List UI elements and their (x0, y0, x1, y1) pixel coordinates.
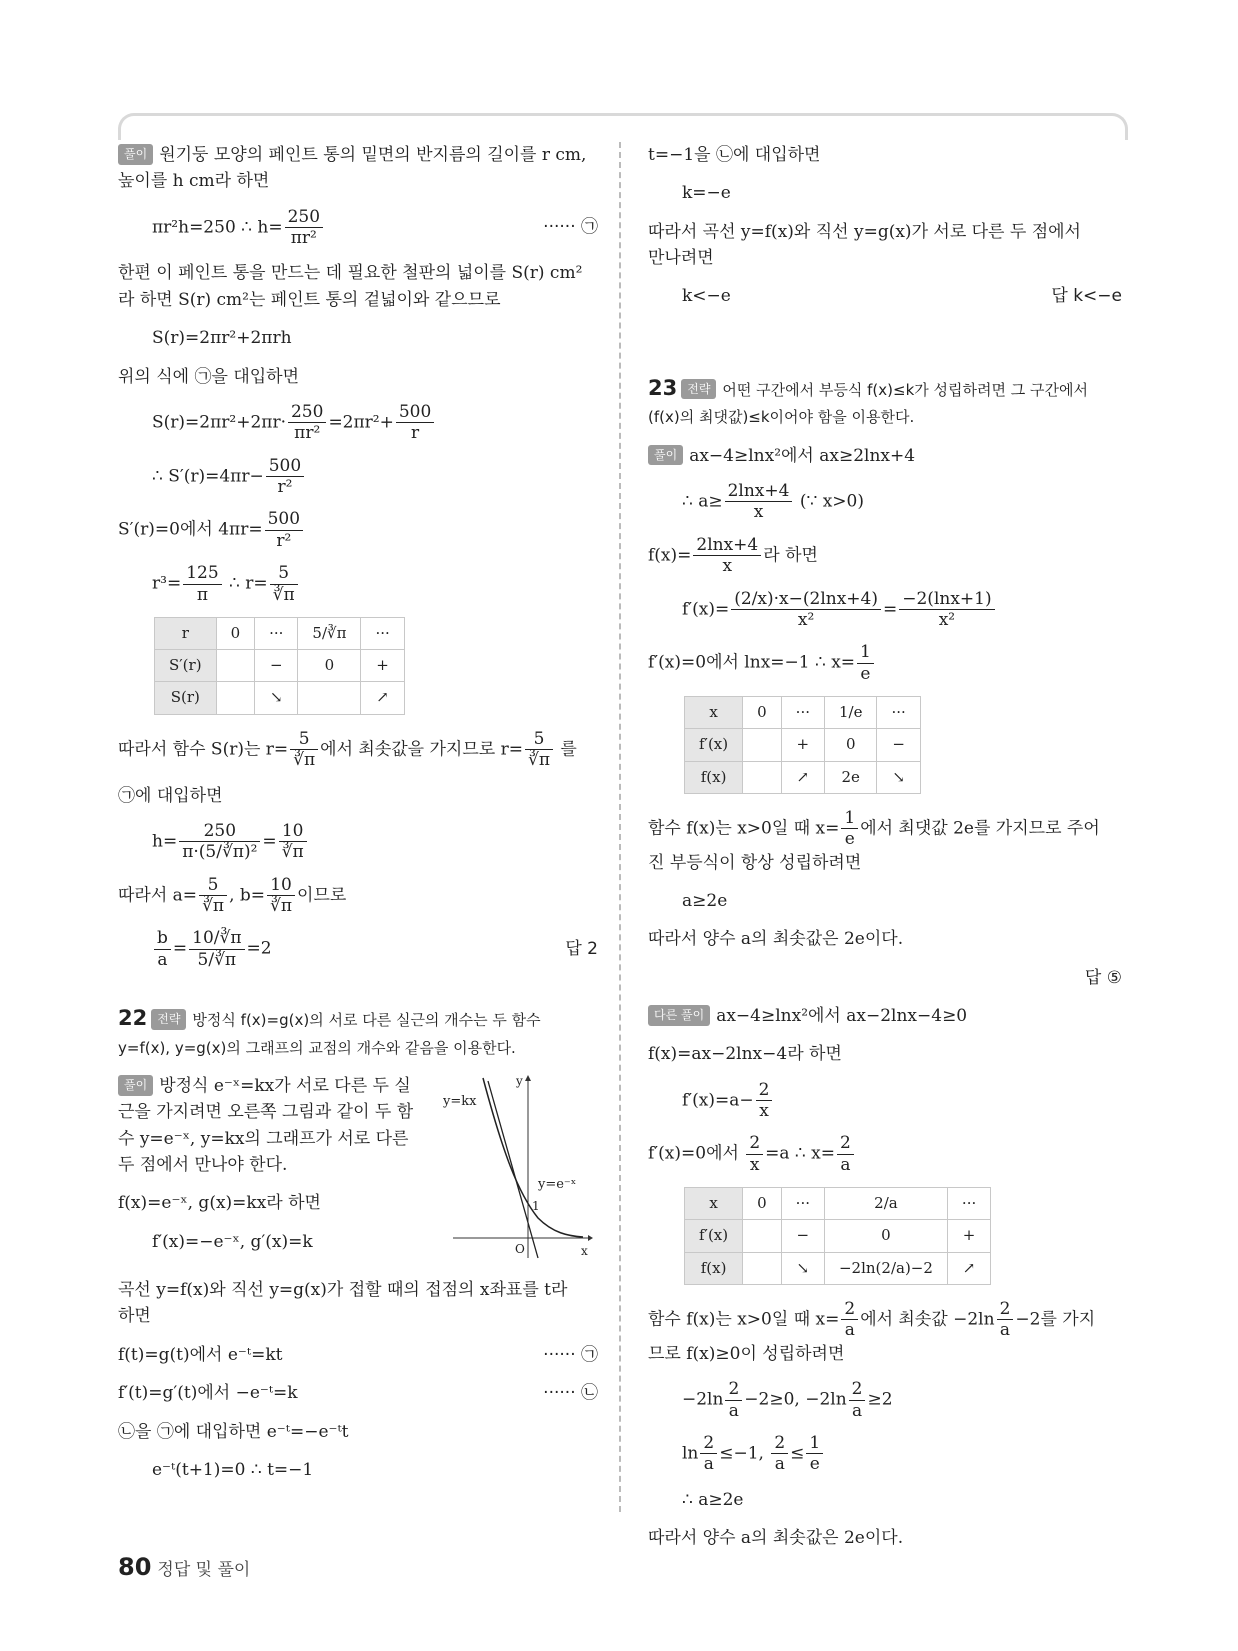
problem-number: 22 (118, 1006, 148, 1031)
eq-text: πr²h=250 ∴ h= (152, 217, 283, 238)
table-row: x 0 ··· 1/e ··· (685, 697, 921, 729)
equation: f′(x)=0에서 lnx=−1 ∴ x= $\frac{1}{e}$ (648, 642, 1122, 684)
equation: ln $\frac{2}{a}$ ≤−1, $\frac{2}{a}$ ≤ $\frac{1}{e}$ (648, 1433, 1122, 1475)
sol-badge: 풀이 (118, 144, 153, 165)
sol-badge: 풀이 (648, 445, 683, 466)
text-line: 따라서 a= $\frac{5}{∛\pi}$ , b= $\frac{10}{∛\pi}$ 이므로 (118, 874, 347, 917)
footer-label: 정답 및 풀이 (157, 1560, 251, 1580)
table-row: x 0 ··· 2/a ··· (685, 1188, 991, 1220)
text-line: 높이를 h cm라 하면 (118, 171, 270, 192)
text-line: 따라서 양수 a의 최솟값은 2e이다. (648, 1528, 904, 1549)
equation: a≥2e (682, 890, 728, 911)
equation: $\frac{b}{a}$ = $\frac{10/∛\pi}{5/∛\pi}$ =2 답 2 (118, 928, 598, 970)
table-row: f′(x) − 0 + (685, 1220, 991, 1252)
label-ex: y=e⁻ˣ (538, 1177, 577, 1193)
equation: S(r)=2πr²+2πrh (152, 328, 292, 349)
strategy-badge: 전략 (681, 379, 716, 400)
equation (118, 207, 598, 249)
text-line: 따라서 양수 a의 최솟값은 2e이다. (648, 929, 904, 950)
axis-y-label: y (516, 1074, 523, 1089)
answer-label: 답 k<−e (1051, 286, 1122, 307)
equation: f′(x)=a− $\frac{2}{x}$ (648, 1080, 1122, 1122)
table-row: f(x) ↘ −2ln(2/a)−2 ↗ (685, 1252, 991, 1284)
intercept-label: 1 (532, 1199, 540, 1214)
equation: −2ln $\frac{2}{a}$ −2≥0, −2ln $\frac{2}{a}$ ≥2 (682, 1379, 893, 1421)
para: 함수 f(x)는 x>0일 때 x= $\frac{1}{e}$ 에서 최댓값 2e를 가지므로 주어 진 부등식이 항상 성립하려면 (648, 807, 1100, 873)
alt-sol-badge: 다른 풀이 (648, 1005, 710, 1026)
text-line: 원기둥 모양의 페인트 통의 밑면의 반지름의 길이를 r cm, (159, 145, 587, 165)
label-kx: y=kx (443, 1094, 477, 1110)
equation: r³= $\frac{125}{\pi}$ ∴ r= $\frac{5}{∛\pi}$ (118, 563, 598, 605)
left-column (118, 142, 598, 1495)
solution-22 (118, 1073, 598, 1483)
page-footer (118, 1553, 250, 1581)
para: 따라서 곡선 y=f(x)와 직선 y=g(x)가 서로 다른 두 점에서 만나려면 (648, 221, 1081, 269)
table-row: f′(x) + 0 − (685, 729, 921, 761)
text-line: 한편 이 페인트 통을 만드는 데 필요한 철판의 넓이를 S(r) cm² (118, 263, 583, 284)
text-line: 다른 풀이 ax−4≥lnx²에서 ax−2lnx−4≥0 (648, 1003, 1122, 1029)
equation: f(x)= $\frac{2\ln x+4}{x}$ 라 하면 (648, 534, 818, 577)
equation: e⁻ᵗ(t+1)=0 ∴ t=−1 (152, 1459, 314, 1480)
equation: ∴ S′(r)=4πr− $\frac{500}{\text{r²}}$ (118, 456, 598, 498)
para: 풀이 방정식 e⁻ˣ=kx가 서로 다른 두 실 근을 가지려면 오른쪽 그림과 같이 두 함 수 y=e⁻ˣ, y=kx의 그래프가 서로 다른 두 점에서 만나야 한다. (118, 1076, 414, 1176)
text-line: f(x)=e⁻ˣ, g(x)=kx라 하면 (118, 1193, 321, 1214)
exp-line-graph (443, 1073, 593, 1263)
table-row: r 0 ··· 5/∛π ··· (155, 617, 405, 649)
problem-header: 23 전략 어떤 구간에서 부등식 f(x)≤k가 성립하려면 그 구간에서 (f(x)의 최댓값)≤k이어야 함을 이용한다. (648, 375, 1088, 427)
increase-decrease-table (154, 617, 405, 715)
para: 곡선 y=f(x)와 직선 y=g(x)가 접할 때의 접점의 x좌표를 t라 하면 (118, 1280, 568, 1327)
equation: k<−e 답 k<−e (648, 283, 1122, 309)
column-divider (619, 142, 621, 1512)
problem-number: 23 (648, 375, 678, 400)
text-line: ㉠에 대입하면 (118, 785, 223, 806)
page-number: 80 (118, 1553, 152, 1581)
increase-decrease-table (684, 696, 921, 794)
top-frame (118, 113, 1128, 140)
equation: S′(r)=0에서 4πr= $\frac{500}{\text{r²}}$ (118, 509, 598, 551)
text-line: 라 하면 S(r) cm²는 페인트 통의 겉넓이와 같으므로 (118, 289, 501, 310)
strategy-badge: 전략 (151, 1009, 186, 1030)
answer-label: 답 2 (565, 939, 598, 960)
sol-badge: 풀이 (118, 1075, 153, 1096)
eq-marker: ······ ㉠ (543, 217, 598, 238)
origin-label: O (515, 1242, 525, 1257)
increase-decrease-table (684, 1187, 991, 1285)
problem-header: 22 전략 방정식 f(x)=g(x)의 서로 다른 실근의 개수는 두 함수 y=f(x), y=g(x)의 그래프의 교점의 개수와 같음을 이용한다. (118, 1006, 541, 1057)
equation: f′(x)=−e⁻ˣ, g′(x)=k (152, 1231, 313, 1252)
para (118, 142, 598, 195)
text-line: 위의 식에 ㉠을 대입하면 (118, 366, 300, 387)
fraction: $\frac{250}{\text{πr²}}$ (285, 207, 323, 249)
axis-x-label: x (581, 1244, 588, 1259)
text-line: 풀이 ax−4≥lnx²에서 ax≥2lnx+4 (648, 443, 1122, 469)
table-row: f(x) ↗ 2e ↘ (685, 761, 921, 793)
answer-label: 답 ⑤ (1084, 967, 1122, 988)
para: 함수 f(x)는 x>0일 때 x= $\frac{2}{a}$ 에서 최솟값 −2ln $\frac{2}{a}$ −2를 가지 므로 f(x)≥0이 성립하려면 (648, 1298, 1096, 1364)
equation: f(t)=g(t)에서 e⁻ᵗ=kt ······ ㉠ (118, 1344, 598, 1365)
text-line: 따라서 함수 S(r)는 r= $\frac{5}{∛\pi}$ 에서 최솟값을 가지므로 r= $\frac{5}{∛\pi}$ 를 (118, 728, 577, 771)
equation: h= $\frac{250}{\text{π·(5/∛π)²}}$ = $\frac{10}{∛\pi}$ (118, 821, 598, 863)
equation: ∴ a≥ $\frac{2\ln x+4}{x}$ (∵ x>0) (682, 480, 865, 523)
graph (443, 1073, 593, 1271)
equation: S(r)=2πr²+2πr· $\frac{250}{\text{πr²}}$ =2πr²+ $\frac{500}{r}$ (118, 402, 598, 444)
text-line: t=−1을 ㉡에 대입하면 (648, 145, 821, 165)
equation: f′(x)= $\frac{(2/x)\cdot x-(2\ln x+4)}{\text{x²}}$ = $\frac{-2(\ln x+1)}{\text{x²}}$ (648, 589, 1122, 631)
para (118, 260, 598, 313)
table-row: S′(r) − 0 + (155, 650, 405, 682)
text-line: f(x)=ax−2lnx−4라 하면 (648, 1044, 842, 1065)
equation: ∴ a≥2e (682, 1489, 744, 1510)
table-row: S(r) ↘ ↗ (155, 682, 405, 714)
text-line: ㉡을 ㉠에 대입하면 e⁻ᵗ=−e⁻ᵗt (118, 1421, 349, 1442)
equation: f′(x)=0에서 $\frac{2}{x}$ =a ∴ x= $\frac{2}{a}$ (648, 1133, 1122, 1175)
equation: k=−e (682, 183, 731, 204)
equation: f′(t)=g′(t)에서 −e⁻ᵗ=k ······ ㉡ (118, 1383, 598, 1404)
answer-row (648, 965, 1122, 991)
right-column (648, 142, 1122, 1563)
